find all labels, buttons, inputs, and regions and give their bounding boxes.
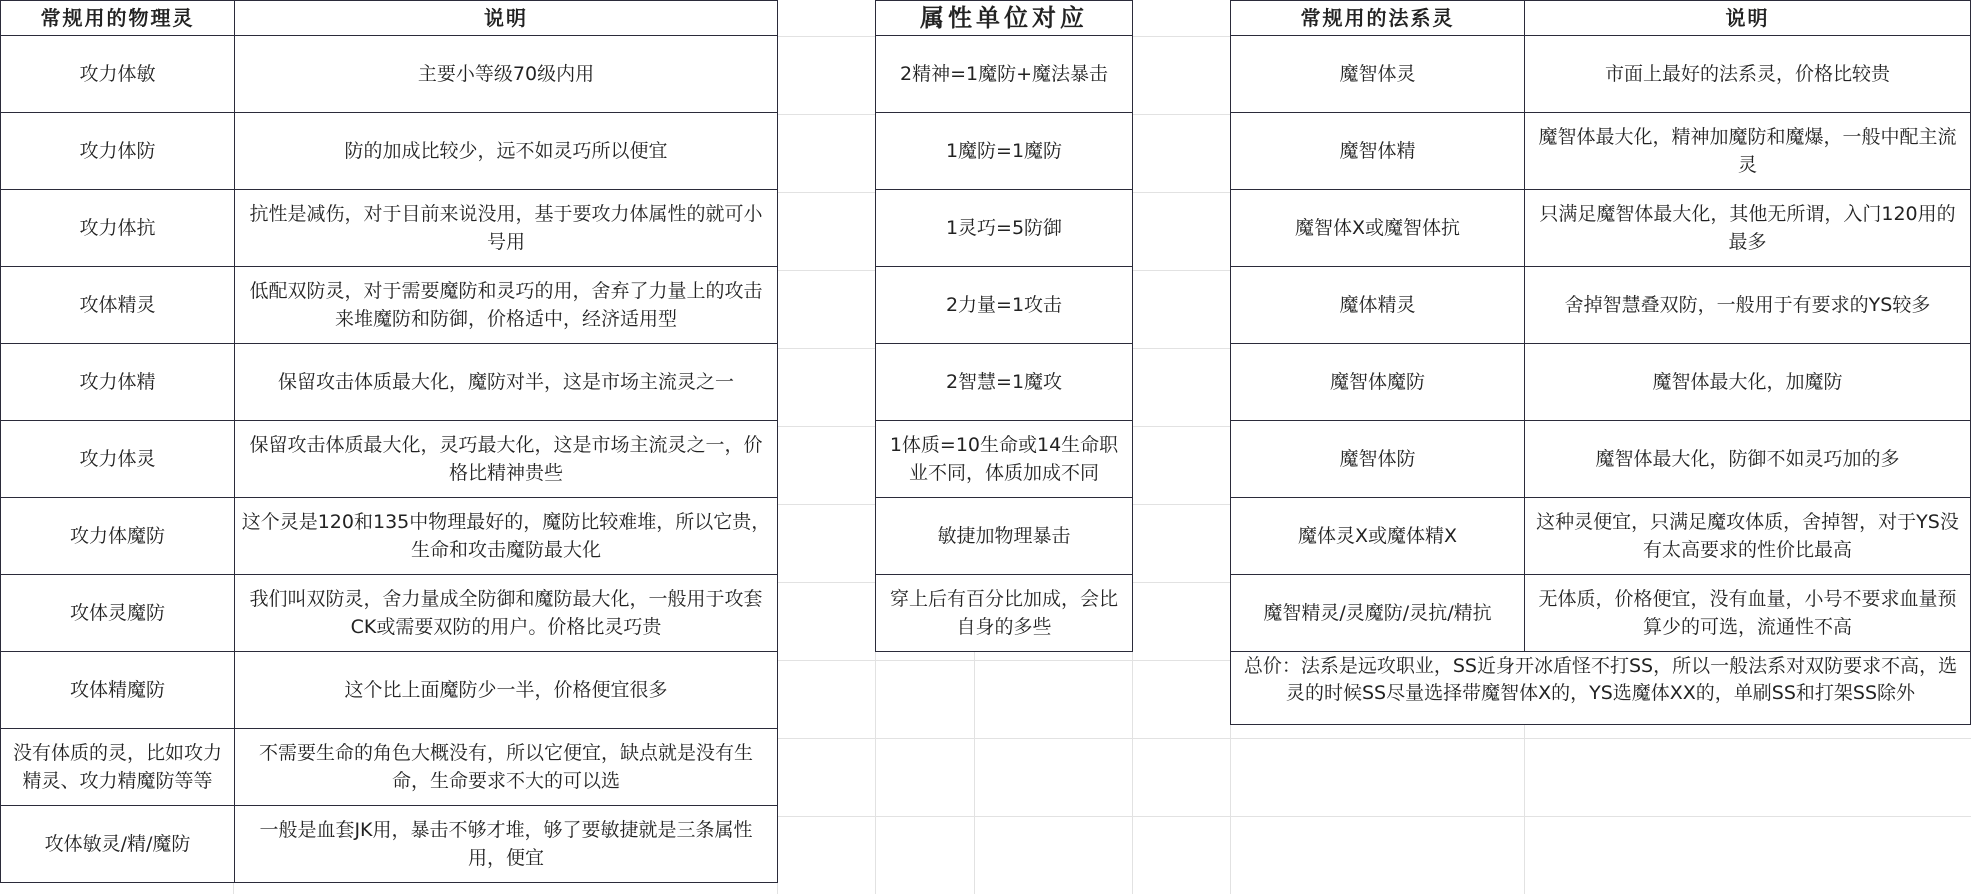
- spirit-name: 攻体精灵: [1, 267, 235, 344]
- spirit-name: 魔智体魔防: [1231, 344, 1525, 421]
- table-row: [1, 190, 778, 267]
- attribute-conversion: 1灵巧=5防御: [876, 190, 1133, 267]
- table-row: [1, 806, 778, 883]
- attribute-unit-table: [875, 0, 1133, 652]
- spirit-description: 保留攻击体质最大化，灵巧最大化，这是市场主流灵之一，价格比精神贵些: [235, 421, 778, 498]
- attribute-conversion: 2力量=1攻击: [876, 267, 1133, 344]
- spirit-description: 我们叫双防灵，舍力量成全防御和魔防最大化，一般用于攻套CK或需要双防的用户。价格比灵巧贵: [235, 575, 778, 652]
- spirit-name: 攻力体魔防: [1, 498, 235, 575]
- table-row: [1, 652, 778, 729]
- spirit-description: 保留攻击体质最大化，魔防对半，这是市场主流灵之一: [235, 344, 778, 421]
- attribute-conversion: 2精神=1魔防+魔法暴击: [876, 36, 1133, 113]
- attribute-conversion: 穿上后有百分比加成，会比自身的多些: [876, 575, 1133, 652]
- table-row: [1, 113, 778, 190]
- spirit-name: 魔体灵X或魔体精X: [1231, 498, 1525, 575]
- spirit-name: 攻力体敏: [1, 36, 235, 113]
- table-row: [1231, 575, 1971, 652]
- spirit-description: 魔智体最大化，精神加魔防和魔爆，一般中配主流灵: [1525, 113, 1971, 190]
- attribute-conversion: 2智慧=1魔攻: [876, 344, 1133, 421]
- spirit-description: 这个比上面魔防少一半，价格便宜很多: [235, 652, 778, 729]
- column-header: 常规用的物理灵: [1, 1, 235, 36]
- column-header: 说明: [1525, 1, 1971, 36]
- table-row: [1231, 344, 1971, 421]
- attribute-conversion: 1体质=10生命或14生命职业不同，体质加成不同: [876, 421, 1133, 498]
- summary-note: 总价：法系是远攻职业，SS近身开冰盾怪不打SS，所以一般法系对双防要求不高，选灵的时候SS尽量选择带魔智体X的，YS选魔体XX的，单刷SS和打架SS除外: [1243, 655, 1958, 704]
- table-header-row: [876, 1, 1133, 36]
- spirit-name: 攻力体抗: [1, 190, 235, 267]
- spirit-name: 魔智体精: [1231, 113, 1525, 190]
- table-row: [876, 498, 1133, 575]
- table-row: [1231, 421, 1971, 498]
- table-row: [1, 421, 778, 498]
- table-row: [876, 421, 1133, 498]
- table-row: [876, 36, 1133, 113]
- spirit-description: 魔智体最大化，防御不如灵巧加的多: [1525, 421, 1971, 498]
- spirit-name: 没有体质的灵，比如攻力精灵、攻力精魔防等等: [1, 729, 235, 806]
- table-row: [1, 36, 778, 113]
- table-row: [1, 575, 778, 652]
- table-row: [1, 267, 778, 344]
- spirit-name: 攻力体防: [1, 113, 235, 190]
- spirit-description: 只满足魔智体最大化，其他无所谓，入门120用的最多: [1525, 190, 1971, 267]
- table-row: [876, 267, 1133, 344]
- spirit-description: 魔智体最大化，加魔防: [1525, 344, 1971, 421]
- spirit-name: 魔体精灵: [1231, 267, 1525, 344]
- spirit-description: 防的加成比较少，远不如灵巧所以便宜: [235, 113, 778, 190]
- spirit-name: 攻体敏灵/精/魔防: [1, 806, 235, 883]
- table-row: [1, 498, 778, 575]
- column-header: 说明: [235, 1, 778, 36]
- table-header-row: [1, 1, 778, 36]
- table-row: [1231, 36, 1971, 113]
- spirit-description: 一般是血套JK用，暴击不够才堆，够了要敏捷就是三条属性用，便宜: [235, 806, 778, 883]
- column-header: 属性单位对应: [876, 1, 1133, 36]
- physical-spirit-table: [0, 0, 778, 883]
- spirit-description: 不需要生命的角色大概没有，所以它便宜，缺点就是没有生命，生命要求不大的可以选: [235, 729, 778, 806]
- magic-spirit-table: [1230, 0, 1971, 725]
- spirit-description: 这个灵是120和135中物理最好的，魔防比较难堆，所以它贵，生命和攻击魔防最大化: [235, 498, 778, 575]
- table-row: [876, 190, 1133, 267]
- spirit-description: 这种灵便宜，只满足魔攻体质，舍掉智，对于YS没有太高要求的性价比最高: [1525, 498, 1971, 575]
- table-row: [876, 113, 1133, 190]
- spirit-name: 魔智体灵: [1231, 36, 1525, 113]
- spirit-description: 抗性是减伤，对于目前来说没用，基于要攻力体属性的就可小号用: [235, 190, 778, 267]
- spirit-description: 主要小等级70级内用: [235, 36, 778, 113]
- table-row: [1231, 652, 1971, 725]
- spirit-name: 攻体灵魔防: [1, 575, 235, 652]
- spirit-name: 攻力体精: [1, 344, 235, 421]
- summary-note-cell: [1231, 652, 1971, 725]
- spirit-name: 魔智体X或魔智体抗: [1231, 190, 1525, 267]
- attribute-conversion: 1魔防=1魔防: [876, 113, 1133, 190]
- table-row: [1231, 498, 1971, 575]
- spirit-description: 市面上最好的法系灵，价格比较贵: [1525, 36, 1971, 113]
- table-row: [1231, 267, 1971, 344]
- spirit-name: 魔智体防: [1231, 421, 1525, 498]
- spirit-name: 攻体精魔防: [1, 652, 235, 729]
- table-row: [1231, 113, 1971, 190]
- table-header-row: [1231, 1, 1971, 36]
- table-row: [876, 344, 1133, 421]
- table-row: [1, 344, 778, 421]
- spirit-name: 魔智精灵/灵魔防/灵抗/精抗: [1231, 575, 1525, 652]
- spirit-description: 舍掉智慧叠双防，一般用于有要求的YS较多: [1525, 267, 1971, 344]
- spirit-name: 攻力体灵: [1, 421, 235, 498]
- spirit-description: 无体质，价格便宜，没有血量，小号不要求血量预算少的可选，流通性不高: [1525, 575, 1971, 652]
- table-row: [876, 575, 1133, 652]
- spirit-description: 低配双防灵，对于需要魔防和灵巧的用，舍弃了力量上的攻击来堆魔防和防御，价格适中，经济适用型: [235, 267, 778, 344]
- table-row: [1231, 190, 1971, 267]
- table-row: [1, 729, 778, 806]
- column-header: 常规用的法系灵: [1231, 1, 1525, 36]
- attribute-conversion: 敏捷加物理暴击: [876, 498, 1133, 575]
